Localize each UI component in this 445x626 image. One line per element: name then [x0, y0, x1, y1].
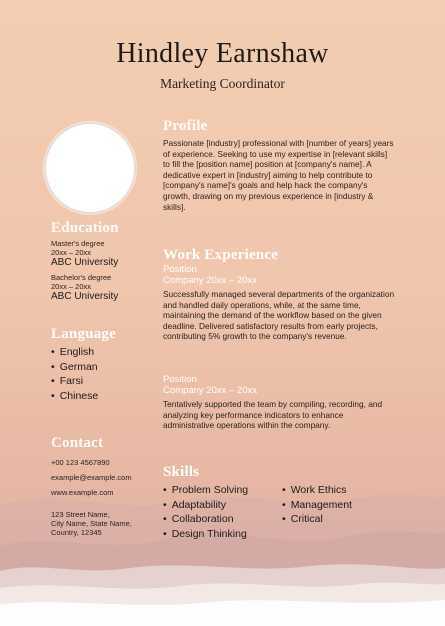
contact-address — [51, 510, 132, 537]
experience-position: Position — [163, 374, 197, 385]
profile-photo-placeholder[interactable] — [44, 122, 136, 214]
skills-heading: Skills — [163, 464, 200, 480]
skills-list — [163, 483, 248, 542]
skill-item: • Management — [282, 498, 352, 513]
candidate-name: Hindley Earnshaw — [116, 38, 329, 69]
address-line: 123 Street Name, — [51, 510, 110, 519]
job-title: Marketing Coordinator — [160, 76, 285, 91]
education-degree: Bachelor's degree — [51, 273, 112, 282]
language-item: • English — [51, 345, 98, 360]
skills-list — [282, 483, 352, 527]
skill-item: • Adaptability — [163, 498, 248, 513]
education-item — [51, 273, 161, 303]
skill-item: • Collaboration — [163, 512, 248, 527]
contact-phone[interactable]: +00 123 4567890 — [51, 458, 110, 467]
experience-company: Company 20xx – 20xx — [163, 275, 257, 286]
experience-description: Tentatively supported the team by compiling, recording, and analyzing key performance indicators to enhance administrative operations within the company. — [163, 399, 383, 431]
skill-item: • Design Thinking — [163, 527, 248, 542]
education-years: 20xx – 20xx — [51, 282, 92, 291]
education-item — [51, 239, 161, 269]
contact-email[interactable]: example@example.com — [51, 473, 132, 482]
experience-description: Successfully managed several departments of the organization and handled daily operations, while, at the same time, maintaining the demand of the workflow based on the given deadline. Delivered satisfactory results from early projects, contributing 5% growth to the company's revenue. — [163, 289, 395, 342]
contact-website[interactable]: www.example.com — [51, 488, 114, 497]
work-experience-heading: Work Experience — [163, 247, 279, 263]
education-years: 20xx – 20xx — [51, 248, 92, 257]
education-school: ABC University — [51, 291, 119, 302]
skill-item: • Problem Solving — [163, 483, 248, 498]
language-list — [51, 345, 98, 403]
skill-item: • Work Ethics — [282, 483, 352, 498]
education-school: ABC University — [51, 257, 119, 268]
contact-heading: Contact — [51, 435, 104, 451]
education-degree: Master's degree — [51, 239, 105, 248]
language-heading: Language — [51, 326, 116, 342]
address-line: Country, 12345 — [51, 528, 102, 537]
skill-item: • Critical — [282, 512, 352, 527]
profile-text: Passionate [industry] professional with [number of years] years of experience. Seeking to use my expertise in [relevant skills] to fill the [position name] position at [company's name]. A dedicative expert in [industry] aiming to help contribute to [company's name]'s goals and help hack the company's growth, drawing on my previous experience in [industry & skills]. — [163, 138, 394, 212]
language-item: • Farsi — [51, 374, 98, 389]
experience-position: Position — [163, 264, 197, 275]
language-item: • Chinese — [51, 389, 98, 404]
language-item: • German — [51, 360, 98, 375]
experience-company: Company 20xx – 20xx — [163, 385, 257, 396]
education-heading: Education — [51, 220, 119, 236]
address-line: City Name, State Name, — [51, 519, 132, 528]
profile-heading: Profile — [163, 118, 208, 134]
